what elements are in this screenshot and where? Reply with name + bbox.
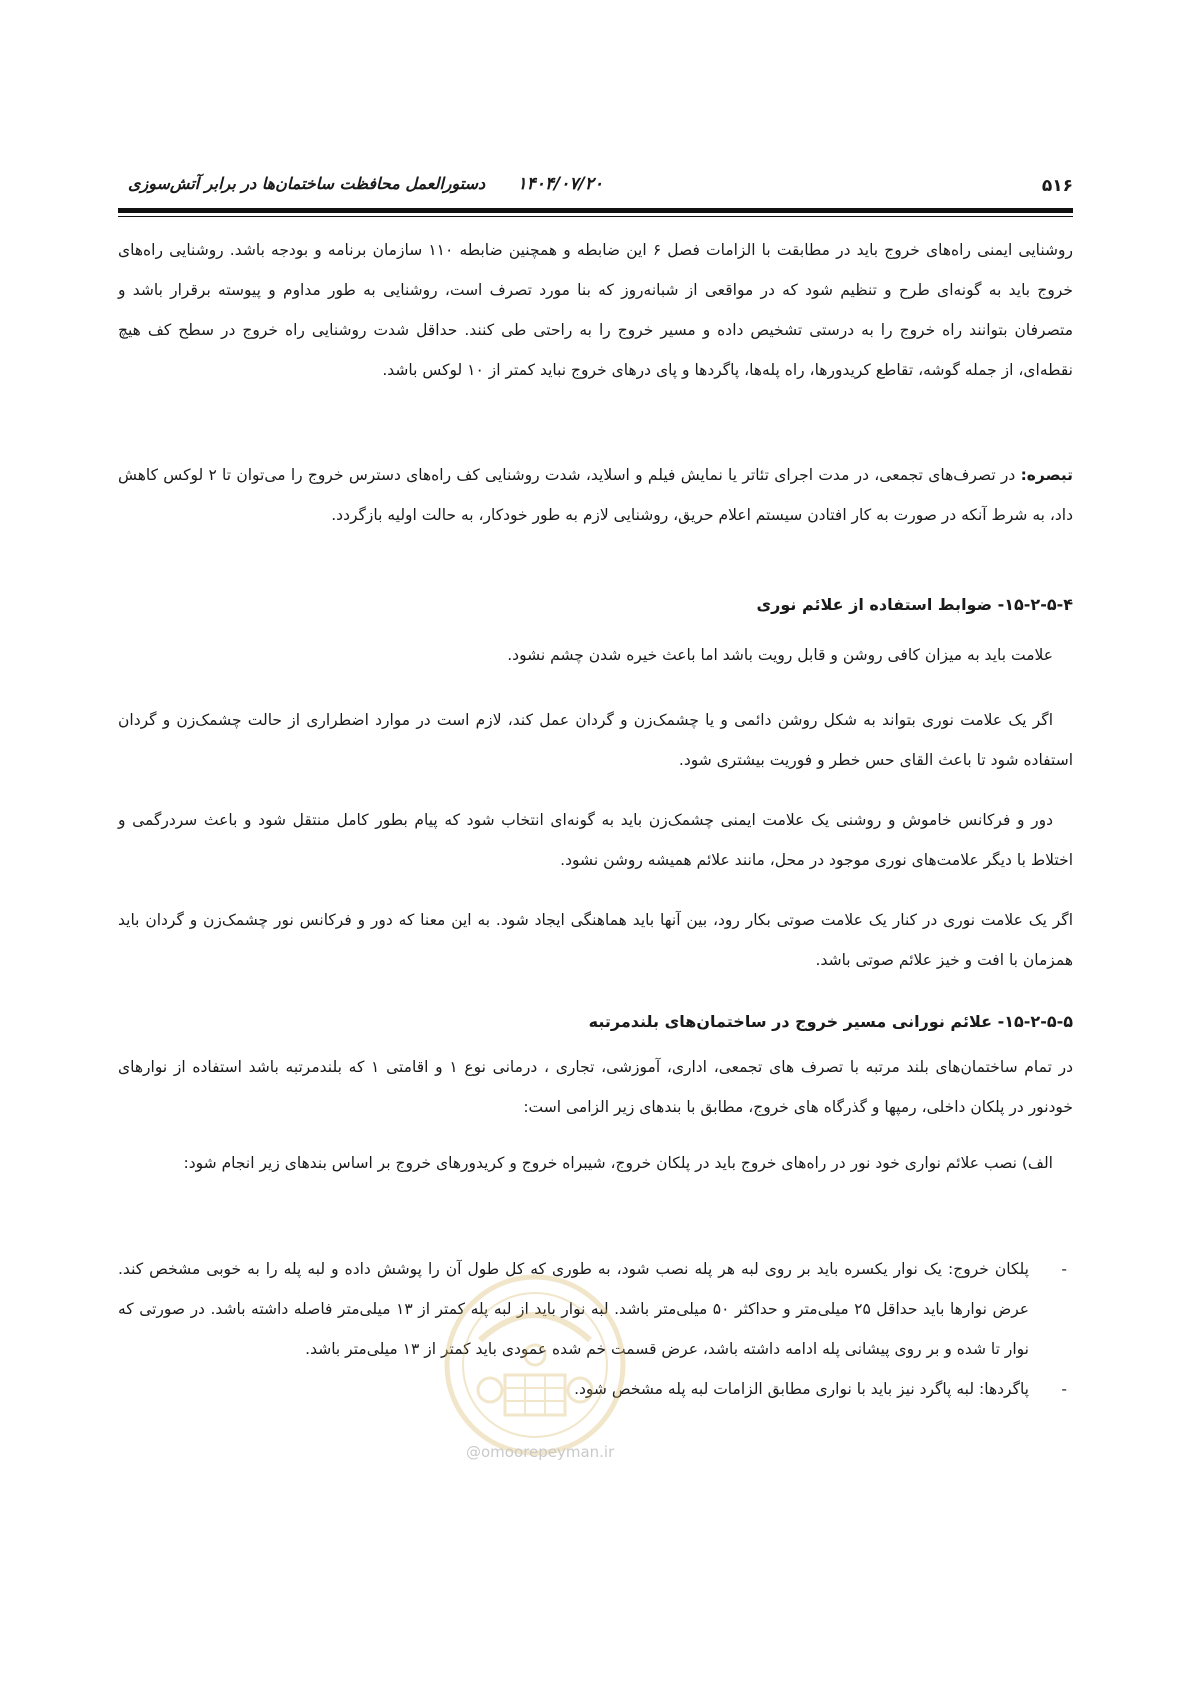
section-heading-5: ۱۵-۲-۵-۵- علائم نورانی مسیر خروج در ساختمان‌های بلندمرتبه	[588, 1012, 1073, 1031]
page-number: ۵۱۶	[1041, 176, 1073, 196]
header-title: دستورالعمل محافظت ساختمان‌ها در برابر آتش‌سوزی	[128, 174, 486, 193]
section-heading-4: ۱۵-۲-۵-۴- ضوابط استفاده از علائم نوری	[756, 595, 1073, 614]
page-header	[118, 172, 1073, 198]
list-item-text: پاگردها: لبه پاگرد نیز باید با نواری مطابق الزامات لبه پله مشخص شود.	[574, 1380, 1029, 1398]
note-text: در تصرف‌های تجمعی، در مدت اجرای تئاتر یا نمایش فیلم و اسلاید، شدت روشنایی کف راه‌های دسترس خروج را می‌توان تا ۲ لوکس کاهش داد، به شرط آنکه در صورت به کار افتادن سیستم اعلام حریق، روشنایی لازم به طور خودکار، به حالت اولیه بازگردد.	[118, 466, 1073, 524]
paragraph-sign-brightness: علامت باید به میزان کافی روشن و قابل رویت باشد اما باعث خیره شدن چشم نشود.	[507, 646, 1053, 664]
paragraph-flashing-mode: اگر یک علامت نوری بتواند به شکل روشن دائمی و یا چشمک‌زن و گردان عمل کند، لازم است در موارد اضطراری از حالت چشمک‌زن و گردان استفاده شود تا باعث القای حس خطر و فوریت بیشتری شود.	[118, 711, 1073, 769]
header-date: ۱۴۰۴/۰۷/۲۰	[517, 174, 603, 194]
note-paragraph	[118, 455, 1073, 575]
intro-paragraph: روشنایی ایمنی راه‌های خروج باید در مطابقت با الزامات فصل ۶ این ضابطه و همچنین ضابطه ۱۱۰ سازمان برنامه و بودجه باشد. روشنایی راه‌های خروج باید به گونه‌ای طرح و تنظیم شود که در مواقعی از شبانه‌روز که بنا مورد تصرف است، روشنایی به طور مداوم و پیوسته برقرار باشد و متصرفان بتوانند راه خروج را به درستی تشخیص داده و مسیر خروج را به راحتی طی کنند. حداقل شدت روشنایی راه خروج در سطح کف هیچ نقطه‌ای، از جمله گوشه، تقاطع کریدورها، راه پله‌ها، پاگردها و پای درهای خروج نباید کمتر از ۱۰ لوکس باشد.	[118, 241, 1073, 379]
bullet-marker: -	[1061, 1260, 1067, 1278]
watermark-text: @omoorepeyman.ir	[466, 1443, 615, 1461]
header-rule-thick	[118, 208, 1073, 213]
list-item-text: پلکان خروج: یک نوار یکسره باید بر روی لبه هر پله نصب شود، به طوری که کل طول آن را پوشش داده و لبه پله را به خوبی مشخص کند. عرض نوارها باید حداقل ۲۵ میلی‌متر و حداکثر ۵۰ میلی‌متر باشد. لبه نوار باید از لبه پله کمتر از ۱۳ میلی‌متر فاصله داشته باشد. در صورتی که نوار تا شده و بر روی پیشانی پله ادامه داشته باشد، عرض قسمت خم شده عمودی باید کمتر از ۱۳ میلی‌متر باشد.	[118, 1260, 1030, 1358]
watermark-seal-icon	[440, 1270, 630, 1460]
document-body	[118, 230, 1073, 1409]
paragraph-high-rise: در تمام ساختمان‌های بلند مرتبه با تصرف های تجمعی، اداری، آموزشی، تجاری ، درمانی نوع ۱ و اقامتی ۱ که بلندمرتبه باشد استفاده از نوارهای خودنور در پلکان داخلی، رمپها و گذرگاه های خروج، مطابق با بندهای زیر الزامی است:	[118, 1058, 1073, 1116]
paragraph-flash-frequency: دور و فرکانس خاموش و روشنی یک علامت ایمنی چشمک‌زن باید به گونه‌ای انتخاب شود که پیام بطور کامل منتقل شود و باعث سردرگمی و اختلاط با دیگر علامت‌های نوری موجود در محل، مانند علائم همیشه روشن نشود.	[118, 811, 1073, 869]
paragraph-audio-sync: اگر یک علامت نوری در کنار یک علامت صوتی بکار رود، بین آنها باید هماهنگی ایجاد شود. به این معنا که دور و فرکانس نور چشمک‌زن و گردان باید همزمان با افت و خیز علائم صوتی باشد.	[118, 911, 1073, 969]
paragraph-installation: الف) نصب علائم نواری خود نور در راه‌های خروج باید در پلکان خروج، شیبراه خروج و کریدورهای خروج بر اساس بندهای زیر انجام شود:	[183, 1154, 1053, 1172]
note-label: تبصره:	[1020, 466, 1073, 484]
header-rule-thin	[118, 216, 1073, 217]
bullet-marker: -	[1061, 1380, 1067, 1398]
